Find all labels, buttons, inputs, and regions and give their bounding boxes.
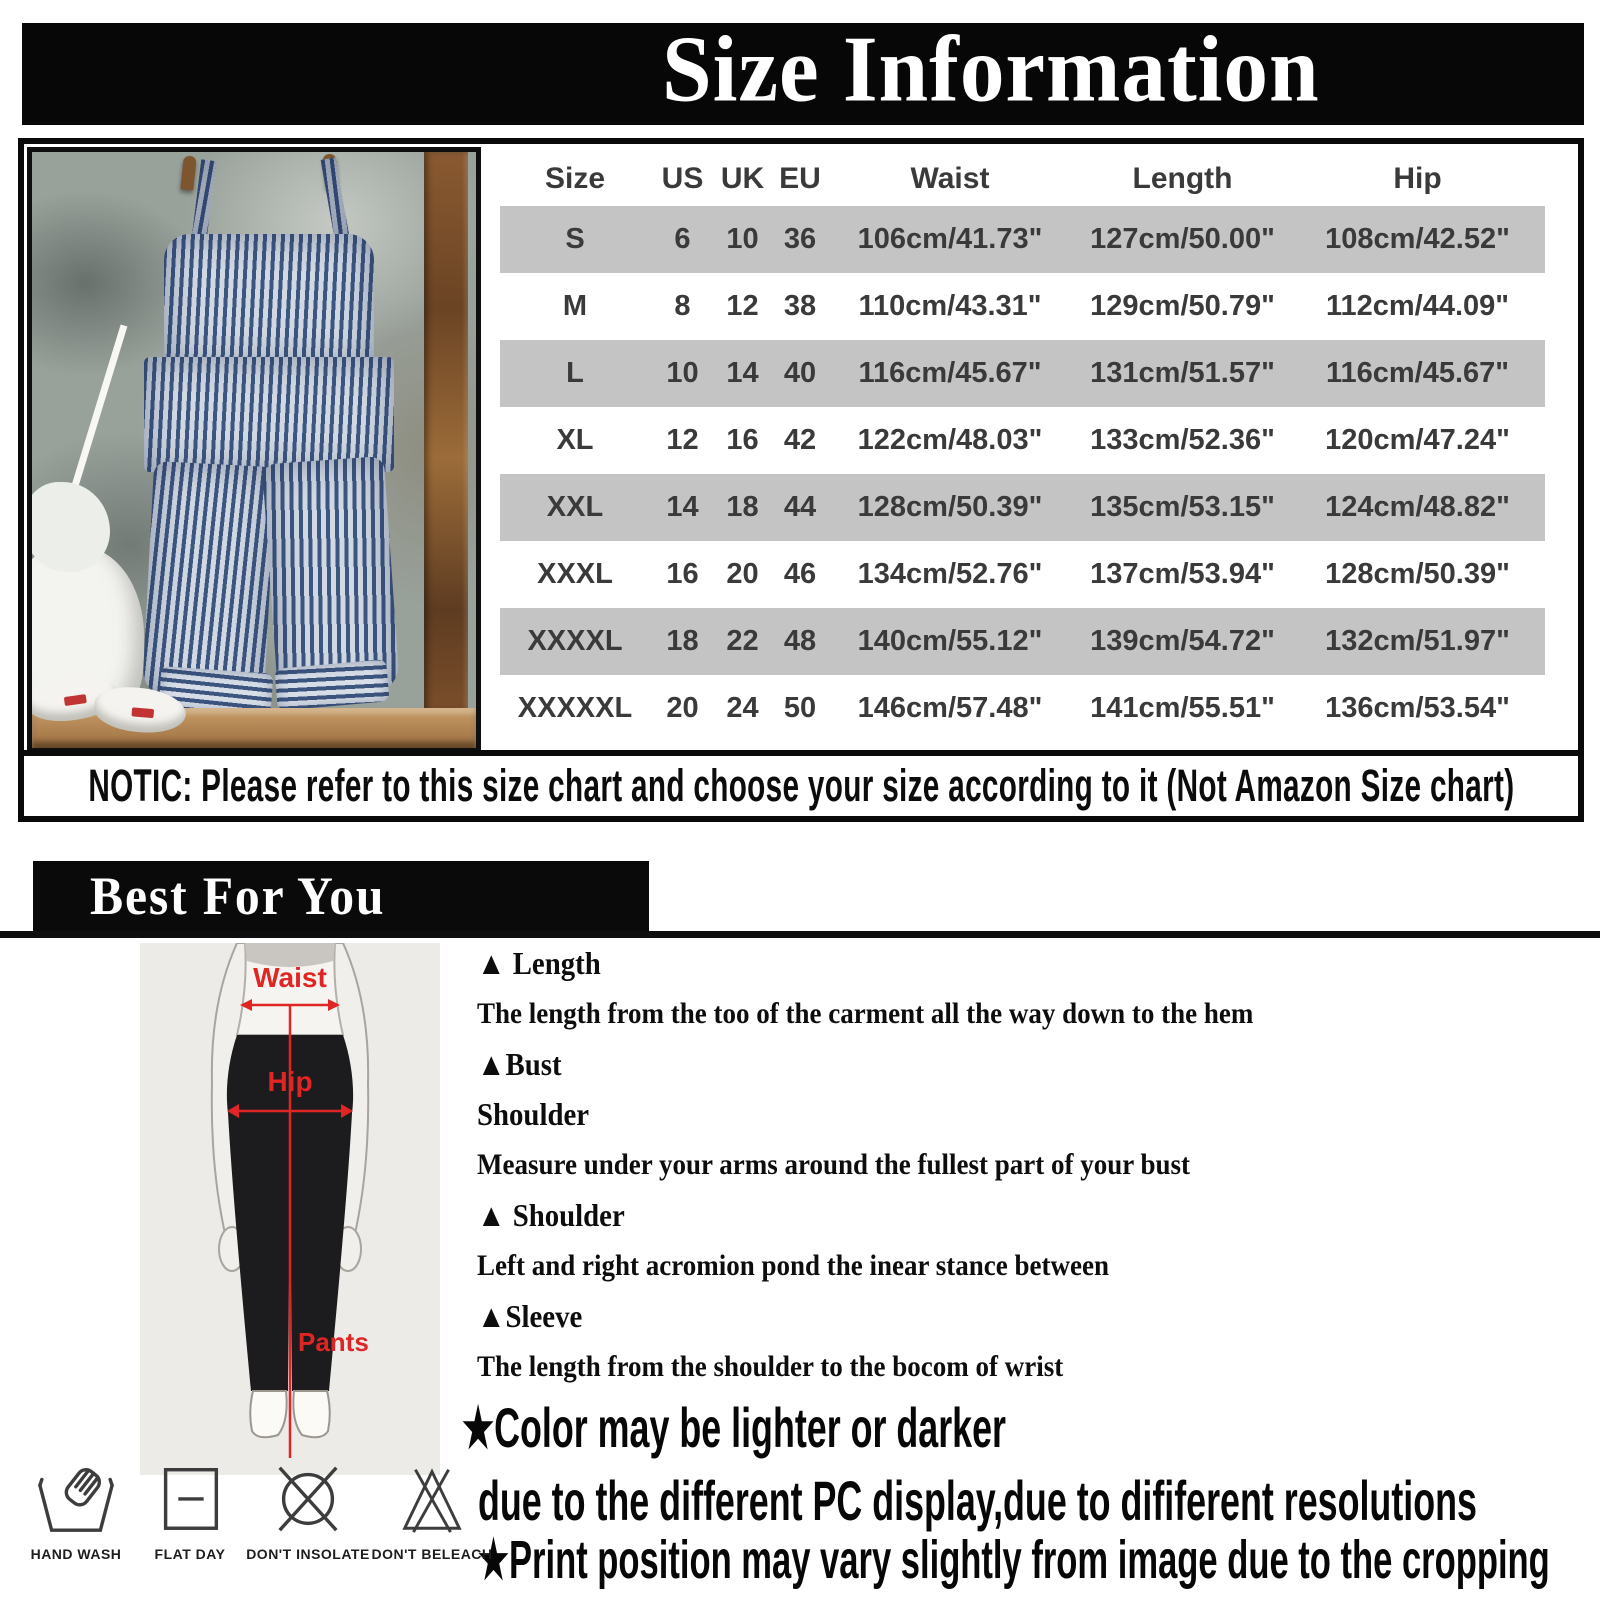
cell-uk: 12 [726,290,759,322]
cell-size: M [562,290,588,322]
cell-hip: 116cm/45.67" [1325,357,1510,389]
cell-eu: 42 [783,424,817,456]
col-header-hip: Hip [1393,162,1442,195]
table-row [500,608,1545,675]
disclaimer-color: ★Color may be lighter or darker [462,1396,1006,1459]
cell-length: 141cm/55.51" [1090,692,1275,724]
hand-wash-icon [32,1458,120,1538]
care-label: HAND WASH [30,1546,122,1562]
notice-text: NOTIC: Please refer to this size chart and choose your size according to it (Not Amazon Size chart) [87,760,1515,811]
table-row [500,206,1545,273]
cell-waist: 146cm/57.48" [857,692,1043,724]
cell-hip: 112cm/44.09" [1325,290,1510,322]
cell-uk: 18 [726,491,759,523]
product-photo [27,147,481,753]
figure-right-foot [293,1391,329,1437]
cell-size: XXXXXL [517,692,633,724]
cell-size: L [566,357,584,389]
size-chart-section [18,138,1584,758]
cell-hip: 132cm/51.97" [1325,625,1510,657]
overalls-leg-left [142,461,276,702]
care-label: DON'T INSOLATE [246,1546,370,1562]
no-sun-icon [264,1458,352,1538]
care-item-flat-day [128,1458,252,1562]
cell-waist: 128cm/50.39" [857,491,1043,523]
cell-eu: 48 [783,625,817,657]
cell-us: 12 [666,424,699,456]
cell-size: XXL [546,491,604,523]
best-for-you-banner [33,861,649,931]
cell-us: 18 [666,625,699,657]
cell-length: 129cm/50.79" [1090,290,1275,322]
table-row [500,407,1545,474]
shoe-accent [64,694,87,706]
cell-length: 135cm/53.15" [1090,491,1275,523]
col-header-length: Length [1132,162,1233,195]
cell-size: XXXL [537,558,613,590]
cell-waist: 106cm/41.73" [857,223,1043,255]
table-row [500,675,1545,742]
cell-us: 8 [674,290,691,322]
cell-us: 20 [666,692,699,724]
best-for-you-label: Best For You [90,866,386,926]
cell-hip: 108cm/42.52" [1325,223,1510,255]
cell-size: S [565,223,585,255]
cell-waist: 134cm/52.76" [857,558,1043,590]
cell-eu: 40 [783,357,817,389]
cell-uk: 20 [726,558,759,590]
cell-hip: 124cm/48.82" [1325,491,1510,523]
cell-uk: 24 [726,692,759,724]
guide-heading-sleeve: ▲Sleeve [477,1298,583,1335]
cell-waist: 116cm/45.67" [858,357,1042,389]
cell-hip: 128cm/50.39" [1325,558,1510,590]
care-item-dont-beleach [370,1458,494,1562]
col-header-us: US [661,162,704,195]
size-table [484,144,1578,752]
table-row [500,474,1545,541]
table-row [500,541,1545,608]
measurement-figure [140,943,440,1475]
flat-dry-icon [146,1458,234,1538]
care-label: FLAT DAY [154,1546,226,1562]
overalls-body [144,357,394,472]
cell-us: 14 [666,491,699,523]
cell-uk: 22 [726,625,759,657]
cell-size: XL [556,424,594,456]
rusty-door-edge [424,152,468,710]
cell-us: 16 [666,558,699,590]
cell-length: 139cm/54.72" [1090,625,1275,657]
cell-length: 137cm/53.94" [1090,558,1275,590]
overalls-cuff-right [274,659,389,711]
disclaimer-print: ★Print position may vary slightly from image due to the cropping [478,1530,1550,1590]
guide-heading-shoulder: ▲ Shoulder [477,1197,625,1234]
no-bleach-icon [388,1458,476,1538]
figure-left-foot [250,1391,286,1437]
measure-guide [477,938,1557,1393]
wall-hook [180,155,196,190]
figure-hip-label: Hip [267,1066,313,1097]
care-item-dont-insolate [246,1458,370,1562]
table-row [500,273,1545,340]
cell-eu: 36 [783,223,817,255]
cell-eu: 44 [783,491,817,523]
disclaimer-display: due to the different PC display,due to dififerent resolutions [478,1469,1477,1532]
cell-uk: 14 [726,357,759,389]
cell-uk: 10 [726,223,759,255]
col-header-waist: Waist [910,162,990,195]
white-cloth [27,482,110,572]
guide-text: The length from the shoulder to the bocom of wrist [477,1350,1064,1384]
cell-waist: 110cm/43.31" [858,290,1042,322]
cell-hip: 120cm/47.24" [1325,424,1510,456]
cell-waist: 122cm/48.03" [857,424,1043,456]
cell-us: 10 [666,357,699,389]
cell-hip: 136cm/53.54" [1325,692,1510,724]
title-banner [22,17,1584,125]
cell-uk: 16 [726,424,759,456]
table-row [500,340,1545,407]
notice-bar [18,750,1584,822]
care-label: DON'T BELEACH [371,1546,493,1562]
guide-text: The length from the too of the carment all the way down to the hem [477,996,1254,1030]
col-header-eu: EU [779,162,821,195]
figure-waist-label: Waist [253,962,327,993]
cell-eu: 46 [783,558,817,590]
cell-size: XXXXL [527,625,623,657]
guide-heading-bust: ▲Bust [477,1045,562,1082]
col-header-uk: UK [720,162,765,195]
cell-us: 6 [674,223,691,255]
guide-heading-shoulder-word: Shoulder [477,1096,590,1133]
figure-pants-label: Pants [298,1327,369,1357]
horizontal-divider [0,931,1600,938]
cell-length: 127cm/50.00" [1090,223,1275,255]
col-header-size: Size [544,162,606,195]
cell-length: 133cm/52.36" [1090,424,1275,456]
cell-waist: 140cm/55.12" [857,625,1043,657]
overalls-strap-right [321,157,351,244]
figure-illustration [140,943,440,1475]
guide-text: Left and right acromion pond the inear stance between [477,1249,1109,1283]
guide-text: Measure under your arms around the fullest part of your bust [477,1148,1191,1182]
page-title: Size Information [662,17,1320,122]
cell-eu: 38 [783,290,817,322]
cell-length: 131cm/51.57" [1090,357,1275,389]
size-table-header-row [500,152,1545,206]
guide-heading-length: ▲ Length [477,944,601,981]
overalls-bib [164,234,374,364]
cell-eu: 50 [783,692,817,724]
shoe-accent [131,707,154,718]
care-item-hand-wash [14,1458,138,1562]
